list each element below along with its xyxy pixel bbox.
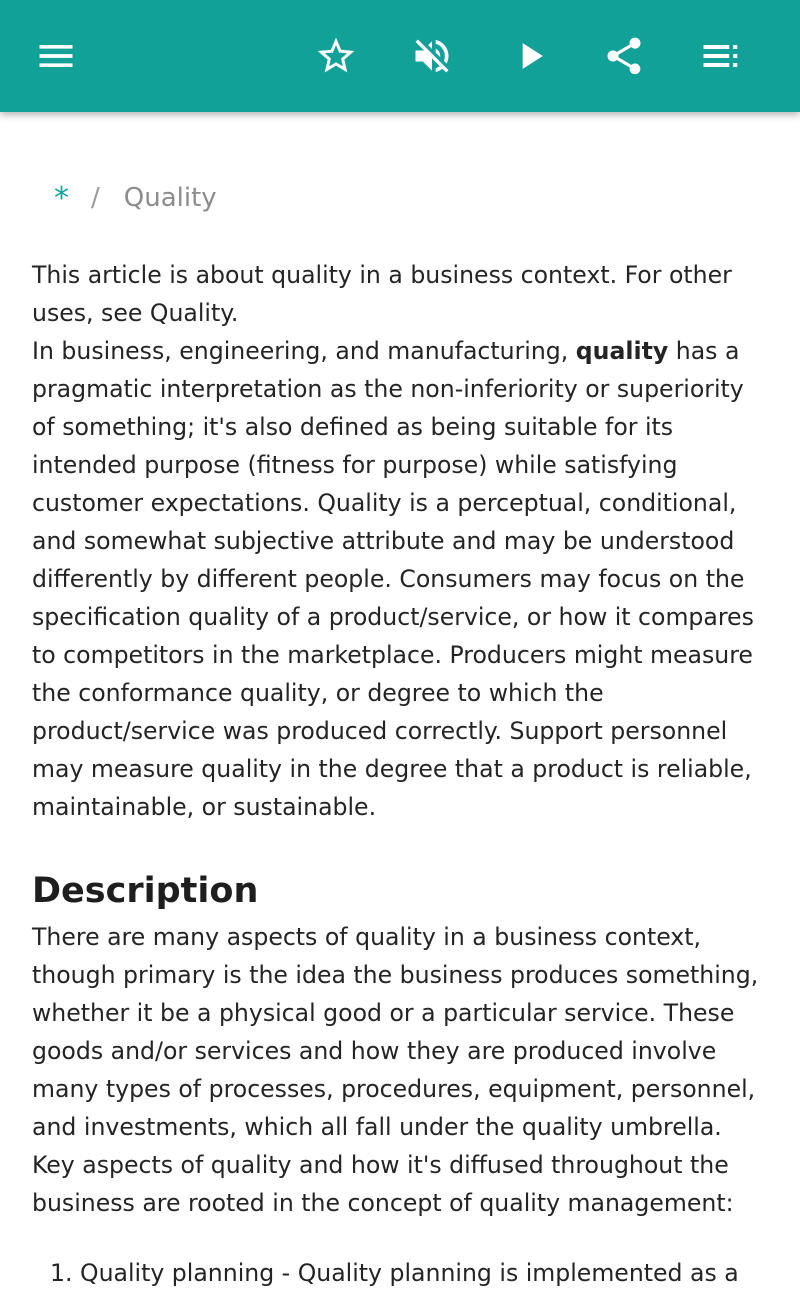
breadcrumb-home-link[interactable]: *: [54, 180, 69, 216]
hatnote: This article is about quality in a business context. For other uses, see Quality.: [32, 261, 732, 327]
intro-text-end: has a pragmatic interpretation as the non-inferiority or superiority of something; it's also defined as being suitable for its intended purpose (fitness for purpose) while satisfying customer expectations. Quality is a perceptual, conditional, and somewhat subjective attribute and may be understood differently by different people. Consumers may focus on the specification quality of a product/service, or how it compares to competitors in the marketplace. Producers might measure the conformance quality, or degree to which the product/service was produced correctly. Support personnel may measure quality in the degree that a product is reliable, maintainable, or sustainable.: [32, 337, 754, 821]
breadcrumb-current: Quality: [123, 183, 217, 213]
section-heading: Description: [32, 871, 259, 911]
share-icon[interactable]: [596, 28, 652, 84]
play-icon[interactable]: [502, 28, 558, 84]
article-body: [32, 256, 772, 1292]
playlist-icon[interactable]: [692, 28, 748, 84]
intro-text-start: In business, engineering, and manufacturing,: [32, 337, 576, 365]
intro-bold-term: quality: [575, 337, 669, 365]
intro-paragraph: [32, 332, 772, 826]
volume-off-icon[interactable]: [404, 28, 460, 84]
breadcrumb: [54, 178, 217, 218]
list-item: 1. Quality planning - Quality planning is implemented as a: [80, 1254, 772, 1292]
menu-icon[interactable]: [28, 28, 84, 84]
breadcrumb-separator: /: [91, 183, 100, 213]
quality-aspects-list: [32, 1254, 772, 1292]
star-outline-icon[interactable]: [308, 28, 364, 84]
app-toolbar: [0, 0, 800, 112]
section-paragraph: There are many aspects of quality in a business context, though primary is the idea the business produces something, whether it be a physical good or a particular service. These goods and/or services and how they are produced involve many types of processes, procedures, equipment, personnel, and investments, which all fall under the quality umbrella. Key aspects of quality and how it's diffused throughout the business are rooted in the concept of quality management:: [32, 923, 759, 1217]
